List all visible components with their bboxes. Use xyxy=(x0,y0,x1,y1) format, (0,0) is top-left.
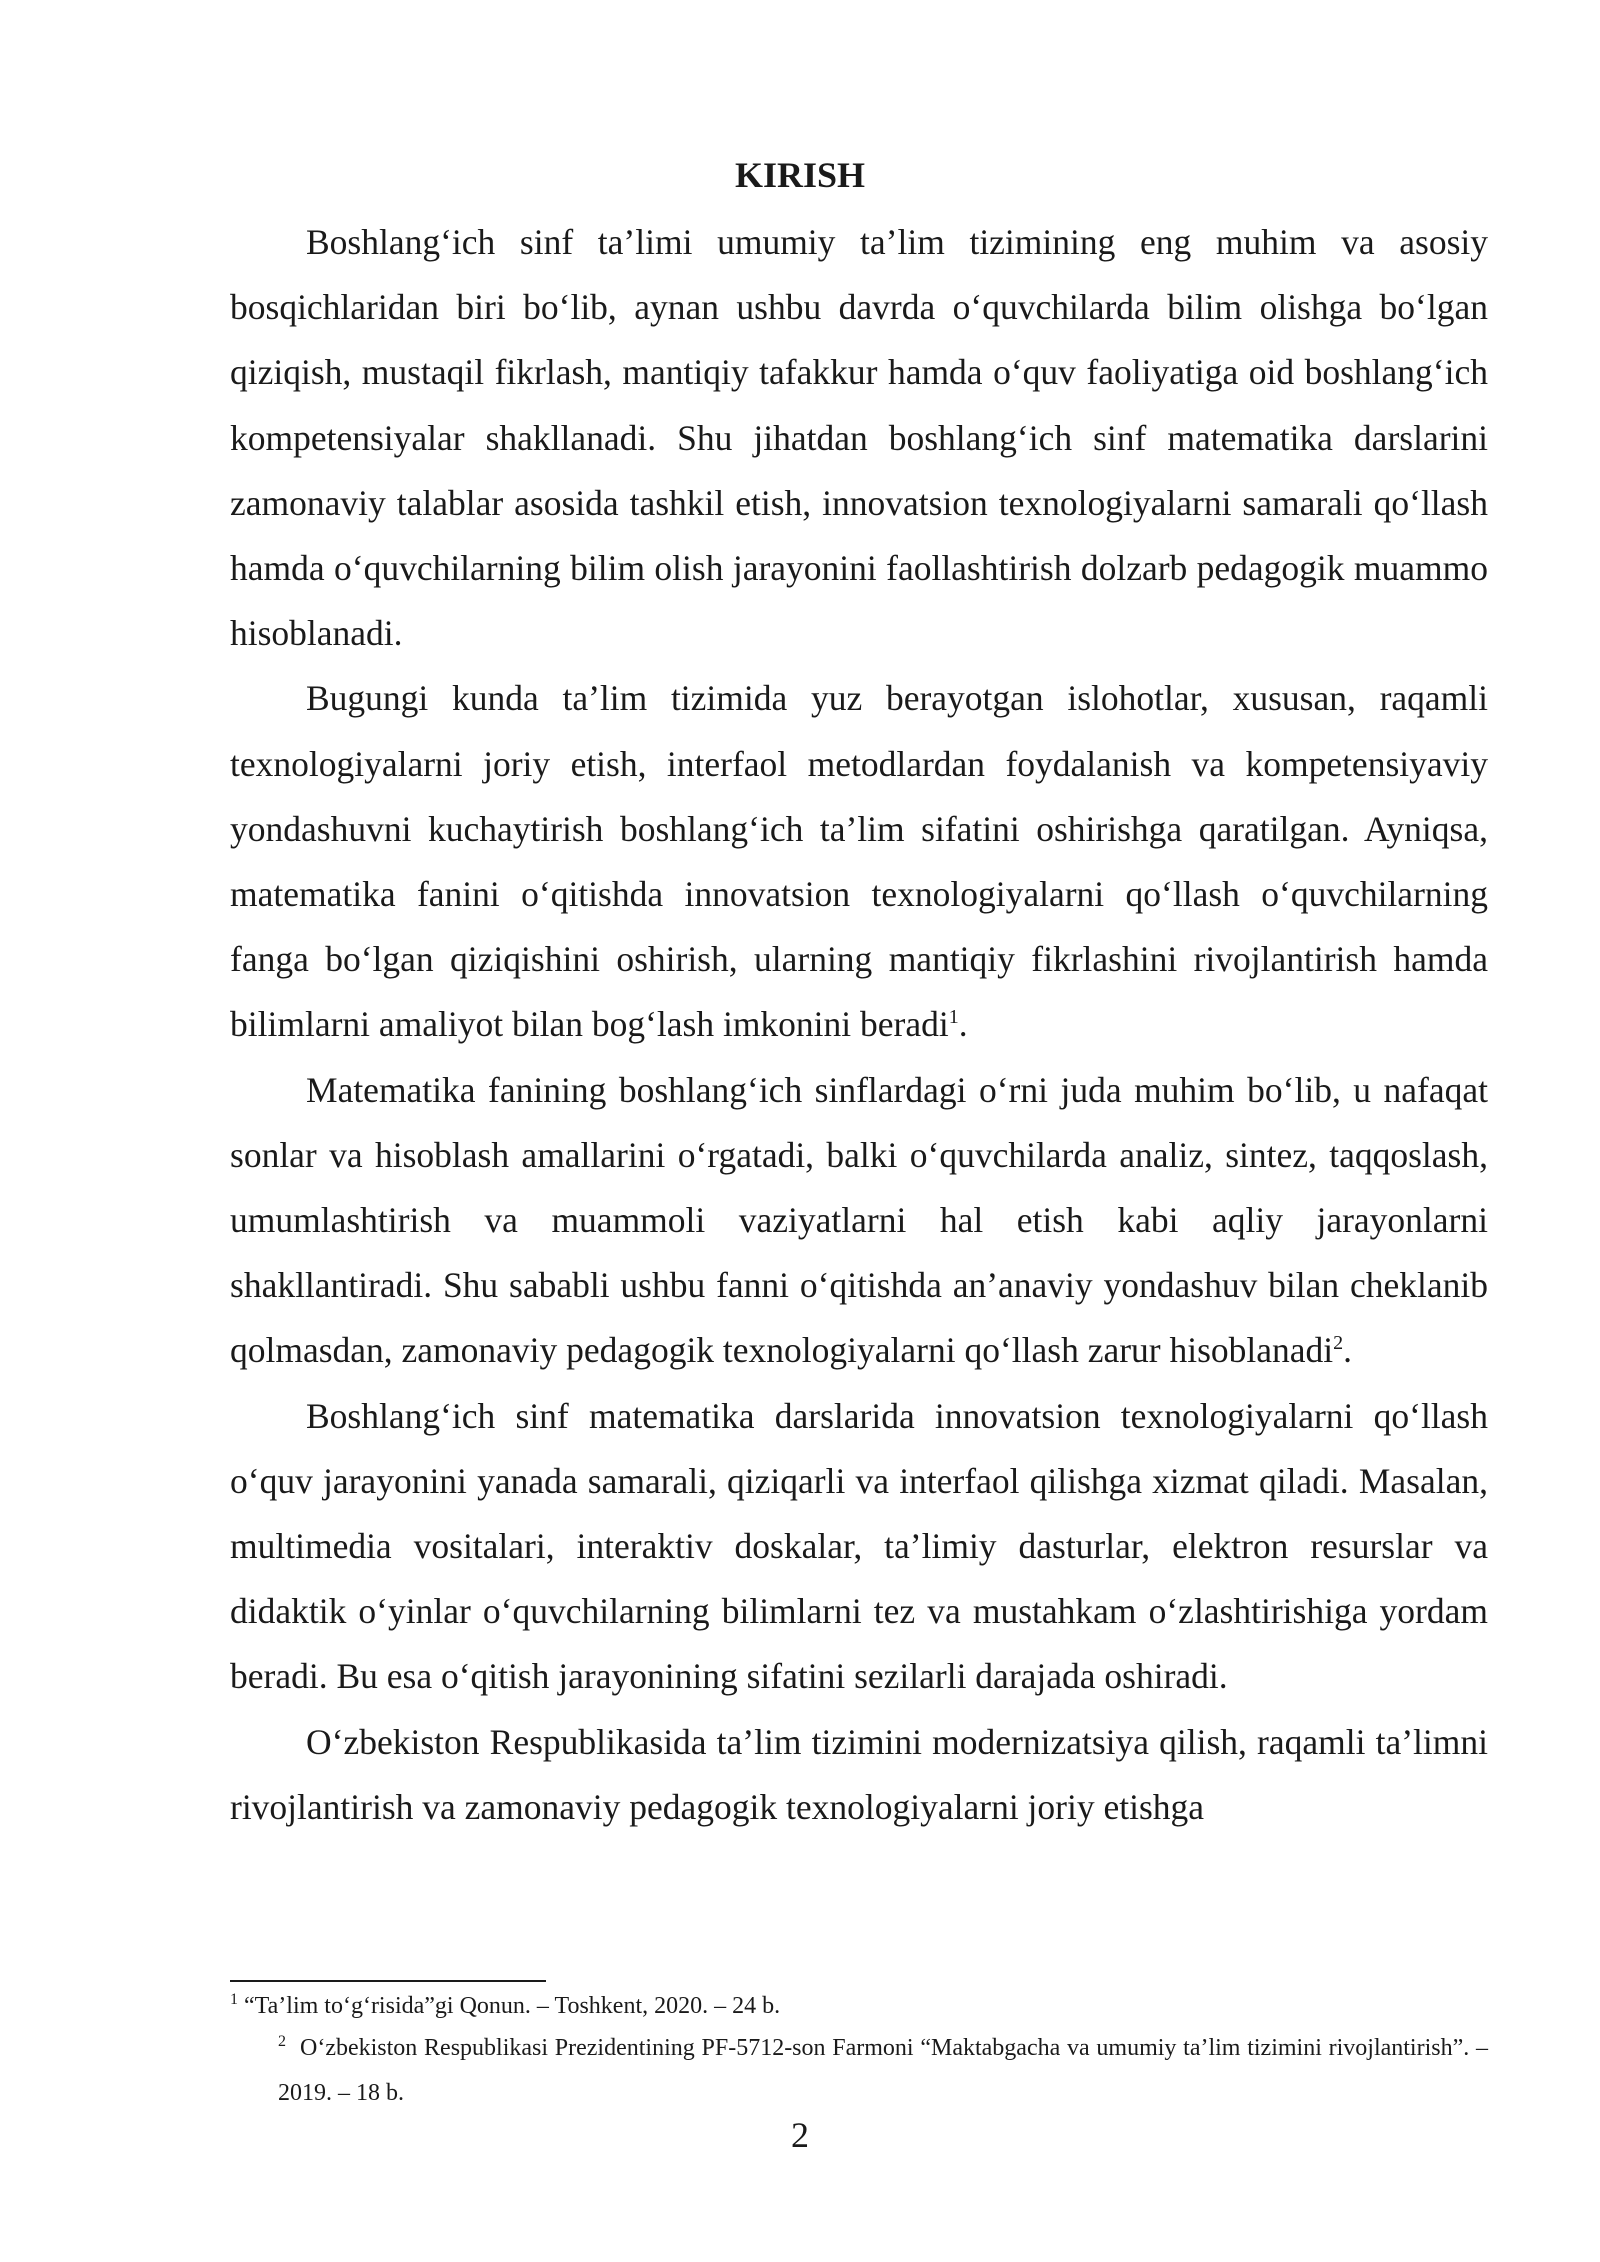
footnote-2-text: O‘zbekiston Respublikasi Prezidentining PF-5712-son Farmoni “Maktabgacha va umumiy ta’lim tizimini rivojlantirish”. – 2019. – 18 b. xyxy=(278,2035,1488,2106)
footnote-ref-2[interactable]: 2 xyxy=(1333,1332,1344,1355)
body-text xyxy=(230,210,1488,1840)
paragraph-5 xyxy=(230,1710,1488,1840)
footnote-divider xyxy=(230,1980,546,1982)
paragraph-4 xyxy=(230,1384,1488,1710)
paragraph-2 xyxy=(230,666,1488,1057)
page-number: 2 xyxy=(791,2115,809,2155)
footnote-ref-1[interactable]: 1 xyxy=(948,1006,959,1029)
footnote-1 xyxy=(230,1986,1488,2026)
paragraph-5-text: O‘zbekiston Respublikasida ta’lim tizimini modernizatsiya qilish, raqamli ta’limni rivojlantirish va zamonaviy pedagogik texnologiyalarni joriy etishga xyxy=(230,1721,1488,1827)
footnote-1-mark: 1 xyxy=(230,1991,238,2008)
paragraph-4-text: Boshlang‘ich sinf matematika darslarida innovatsion texnologiyalarni qo‘llash o‘quv jarayonini yanada samarali, qiziqarli va interfaol qilishga xizmat qiladi. Masalan, multimedia vositalari, interaktiv doskalar, ta’limiy dasturlar, elektron resurslar va didaktik o‘yinlar o‘quvchilarning bilimlarni tez va mustahkam o‘zlashtirishiga yordam beradi. Bu esa o‘qitish jarayonining sifatini sezilarli darajada oshiradi. xyxy=(230,1395,1488,1697)
footnotes xyxy=(230,1986,1488,2116)
paragraph-3-text: Matematika fanining boshlang‘ich sinflardagi o‘rni juda muhim bo‘lib, u nafaqat sonlar va hisoblash amallarini o‘rgatadi, balki o‘quvchilarda analiz, sintez, taqqoslash, umumlashtirish va muammoli vaziyatlarni hal etish kabi aqliy jarayonlarni shakllantiradi. Shu sababli ushbu fanni o‘qitishda an’anaviy yondashuv bilan cheklanib qolmasdan, zamonaviy pedagogik texnologiyalarni qo‘llash zarur hisoblanadi xyxy=(230,1069,1488,1371)
footnote-1-text: “Ta’lim to‘g‘risida”gi Qonun. – Toshkent, 2020. – 24 b. xyxy=(244,1993,781,2019)
paragraph-3 xyxy=(230,1058,1488,1384)
paragraph-2-tail: . xyxy=(958,1004,968,1045)
page-title: KIRISH xyxy=(734,155,866,195)
paragraph-2-text: Bugungi kunda ta’lim tizimida yuz berayotgan islohotlar, xususan, raqamli texnologiyalarni joriy etish, interfaol metodlardan foydalanish va kompetensiyaviy yondashuvni kuchaytirish boshlang‘ich ta’lim sifatini oshirishga qaratilgan. Ayniqsa, matematika fanini o‘qitishda innovatsion texnologiyalarni qo‘llash o‘quvchilarning fanga bo‘lgan qiziqishini oshirish, ularning mantiqiy fikrlashini rivojlantirish hamda bilimlarni amaliyot bilan bog‘lash imkonini beradi xyxy=(230,678,1488,1045)
footnote-2: $^2$ O‘zbekiston Respublikasi Prezidentining PF-5712-son Farmoni “Maktabgacha va umumiy ta’lim tizimini rivojlantirish”. – 2019. – 18 b. xyxy=(278,2033,1488,2106)
paragraph-3-tail: . xyxy=(1343,1330,1353,1371)
paragraph-1-text: Boshlang‘ich sinf ta’limi umumiy ta’lim tizimining eng muhim va asosiy bosqichlaridan biri bo‘lib, aynan ushbu davrda o‘quvchilarda bilim olishga bo‘lgan qiziqish, mustaqil fikrlash, mantiqiy tafakkur hamda o‘quv faoliyatiga oid boshlang‘ich kompetensiyalar shakllanadi. Shu jihatdan boshlang‘ich sinf matematika darslarini zamonaviy talablar asosida tashkil etish, innovatsion texnologiyalarni samarali qo‘llash hamda o‘quvchilarning bilim olish jarayonini faollashtirish dolzarb pedagogik muammo hisoblanadi. xyxy=(230,222,1488,654)
paragraph-1 xyxy=(230,210,1488,666)
